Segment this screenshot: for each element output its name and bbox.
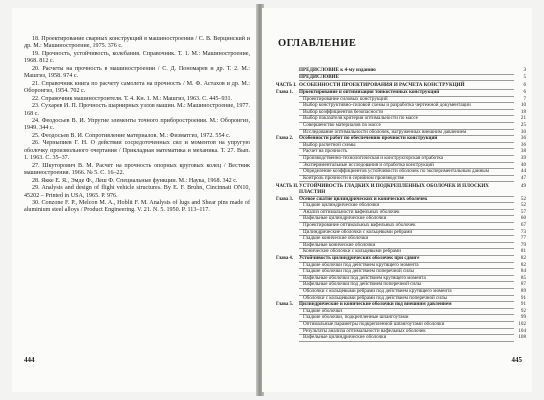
- reference-item: 25. Феодосьев В. И. Сопротивление материалов. М.: Физматгиз, 1972. 554 с.: [32, 132, 231, 139]
- toc-entry-text: Результаты анализа оптимальности вафельных оболочек: [299, 329, 514, 336]
- toc-page-number: 44: [520, 168, 526, 175]
- left-page: [12, 8, 258, 392]
- toc-row: [276, 184, 526, 196]
- right-page: [262, 8, 532, 392]
- toc-page-number: 57: [520, 208, 526, 215]
- toc-label: Глава 1.: [276, 89, 293, 95]
- reference-item: 26. Черныпиев Г. Н. О действии сосредоточенных сил и моментов на упругую оболочку произвольного очертания / Прикладная математика и механика. Т. 27. Вып. 1. 1963. С. 35–37.: [24, 140, 250, 162]
- toc-entry-text: Особенности работ по обеспечению прочности конструкций: [299, 136, 514, 143]
- toc-entry-text: Выбор коэффициентов безопасности: [299, 110, 514, 117]
- toc-entry-text: Расчет на прочность: [299, 149, 514, 156]
- toc-page-number: 21: [520, 115, 526, 122]
- toc-entry-text: Проектирование и оптимизация тонкостенных конструкций: [299, 90, 514, 97]
- toc-entry-text: Выбор расчетной схемы: [299, 143, 514, 150]
- reference-item: 20. Расчеты на прочность в машиностроении / С. Д. Пономарев и др. Т. 2. М.: Машгиз, 1958. 974 с.: [24, 65, 250, 80]
- toc-entry-text: Определение коэффициентов устойчивости оболочек по экспериментальным данным: [299, 169, 514, 176]
- toc-page-number: 60: [520, 215, 526, 222]
- toc-page-number: 10: [520, 102, 526, 109]
- toc-page-number: 7: [523, 95, 526, 102]
- toc-label: Глава 4.: [276, 256, 293, 261]
- toc-entry-text: Проектирование оптимальных вафельных оболочек: [299, 223, 514, 230]
- toc-entry-text: Цилиндрические и конические оболочки под внешним давлением: [299, 302, 514, 309]
- reference-item: 27. Шкуторович В. М. Расчет на прочность опорных круговых колец / Вестник машиностроения. 1966. № 5. С. 16–22.: [24, 162, 250, 177]
- toc-entry-text: Гладкие оболочки: [299, 309, 514, 316]
- toc-page-number: 18: [520, 108, 526, 115]
- toc-label: ЧАСТЬ II.: [276, 184, 299, 190]
- toc-entry-text: Цилиндрические оболочки с кольцевыми ребрами: [299, 230, 514, 237]
- toc-page-number: 5: [523, 73, 526, 80]
- toc-entry-text: Выбор конструктивно-силовой схемы и разработка чертежной документации: [299, 103, 514, 110]
- toc-page-number: 108: [518, 334, 526, 341]
- toc-entry-text: Оболочки с кольцевыми ребрами под действием поперечной силы: [299, 296, 514, 303]
- toc-label: Глава 2.: [276, 136, 293, 142]
- toc-entry-text: Выбор показателя критерия оптимальности по массе: [299, 116, 514, 123]
- reference-item: 23. Сухарев И. П. Прочность шарнирных узлов машин. М.: Машиностроение, 1977. 168 с.: [24, 103, 251, 117]
- toc-row: [276, 75, 526, 82]
- toc-page-number: 40: [520, 161, 526, 168]
- page-number-right: 445: [511, 356, 522, 364]
- reference-item: 28. Якке Е. Я., Эмде Ф., Леш Ф. Специальные функции. М.: Наука, 1968. 342 с.: [32, 177, 238, 184]
- toc-entry-text: ПРЕДИСЛОВИЕ: [299, 75, 514, 82]
- toc-entry-text: Оболочки с кольцевыми ребрами под действием крутящего момента: [299, 289, 514, 296]
- toc-page-number: 39: [520, 154, 526, 161]
- toc-label: ЧАСТЬ I.: [276, 83, 297, 89]
- toc-page-number: 82: [520, 261, 526, 268]
- toc-page-number: 89: [520, 287, 526, 294]
- toc-page-number: 77: [520, 235, 526, 242]
- table-of-contents: [276, 68, 526, 342]
- toc-entry-text: Экспериментальные исследования и отработка конструкций: [299, 163, 514, 170]
- toc-entry-text: Анализ оптимальности вафельных оболочек: [299, 210, 514, 217]
- toc-entry-text: Гладкие конические оболочки: [299, 236, 514, 243]
- toc-page-number: 81: [520, 248, 526, 255]
- reference-list: [24, 36, 250, 215]
- toc-page-number: 47: [520, 174, 526, 181]
- toc-entry-text: Конические оболочки с кольцевыми ребрами: [299, 249, 514, 256]
- toc-page-number: 91: [520, 294, 526, 301]
- toc-entry-text: Вафельные конические оболочки: [299, 243, 514, 250]
- toc-label: Глава 3.: [276, 196, 293, 202]
- toc-entry-text: ОСОБЕННОСТИ ПРОЕКТИРОВАНИЯ И РАСЧЕТА КОНСТРУКЦИЙ: [299, 83, 514, 90]
- toc-page-number: 82: [520, 255, 526, 261]
- toc-row: [276, 335, 526, 342]
- toc-entry-text: Гладкие цилиндрические оболочки: [299, 203, 514, 210]
- reference-item: 30. Conzone F. P., Melcon M. A., Hoblit F. M. Analysis of lugs and Shear pins made of aluminium steel alloys / Product Engineering. V. 21. N. 5. 1950. P. 113–117.: [24, 199, 250, 214]
- toc-page-number: 104: [518, 327, 526, 334]
- toc-entry-text: Гладкие оболочки под действием крутящего момента: [299, 263, 514, 270]
- toc-entry-text: Исследование оптимальности оболочек, нагруженных внешним давлением: [299, 130, 514, 137]
- toc-page-number: 67: [520, 222, 526, 229]
- toc-entry-text: Проектирование силовых конструкций: [299, 97, 514, 104]
- toc-page-number: 49: [520, 183, 526, 190]
- toc-page-number: 52: [520, 202, 526, 209]
- toc-page-number: 6: [523, 88, 526, 95]
- reference-item: 18. Проектирование сварных конструкций в машиностроении / С. В. Верцинский и др. М.: Машиностроение, 1975. 376 с.: [24, 36, 250, 50]
- toc-entry-text: Гладкие оболочки под действием поперечной силы: [299, 269, 514, 276]
- toc-entry-text: Осевое сжатие цилиндрических и конических оболочек: [299, 197, 514, 204]
- reference-item: 21. Справочник книга по расчету самолета на прочность / М. Ф. Астахов и др. М.: Оборонгиз, 1954. 702 с.: [24, 80, 250, 95]
- toc-page-number: 102: [518, 320, 526, 327]
- page-title: ОГЛАВЛЕНИЕ: [278, 38, 357, 49]
- toc-entry-text: Вафельные цилиндрические оболочки: [299, 216, 514, 223]
- toc-page-number: 36: [520, 141, 526, 148]
- toc-entry-text: УСТОЙЧИВОСТЬ ГЛАДКИХ И ПОДКРЕПЛЕННЫХ ОБОЛОЧЕК И ПЛОСКИХ ПЛАСТИН: [299, 184, 514, 196]
- toc-page-number: 79: [520, 241, 526, 248]
- toc-entry-text: Контроль прочности в серийном производстве: [299, 176, 514, 183]
- toc-label: Глава 5.: [276, 302, 293, 308]
- reference-item: 29. Analysis and design of flight vehicle structures. By E. F. Bruhn, Cincinnati ON10, 45202 – Printed in USA, 1965. P. 976.: [24, 185, 250, 199]
- toc-page-number: 52: [520, 195, 526, 202]
- toc-entry-text: Устойчивость цилиндрических оболочек при сдвиге: [299, 256, 514, 263]
- toc-entry-text: Вафельные оболочки под действием поперечной силы: [299, 282, 514, 289]
- toc-page-number: 36: [520, 135, 526, 142]
- toc-entry-text: Гладкие оболочки, подкрепленные шпангоутами: [299, 315, 514, 322]
- toc-page-number: 99: [520, 314, 526, 321]
- toc-entry-text: Вафельные оболочки под действием крутящего момента: [299, 276, 514, 283]
- toc-page-number: 91: [520, 301, 526, 308]
- toc-entry-text: Вафельные цилиндрические оболочки: [299, 335, 514, 342]
- toc-page-number: 84: [520, 268, 526, 275]
- reference-item: 24. Феодосьев В. И. Упругие элементы точного приборостроения. М.: Оборонгиз, 1949. 344 с.: [24, 117, 250, 132]
- toc-page-number: 92: [520, 307, 526, 314]
- reference-item: 22. Справочник машиностроителя. Т. 4. Кн. 1. М.: Машгиз, 1963. С. 445–931.: [32, 95, 233, 102]
- toc-page-number: 25: [520, 121, 526, 128]
- toc-page-number: 87: [520, 281, 526, 288]
- toc-entry-text: Совершенство материалов по массе: [299, 123, 514, 130]
- toc-entry-text: Оптимальные параметры подкрепленной шпангоутами оболочки: [299, 322, 514, 329]
- toc-page-number: 73: [520, 228, 526, 235]
- toc-row: [276, 176, 526, 183]
- reference-item: 19. Прочность, устойчивость, колебания. Справочник. Т. 1. М.: Машиностроение, 1968. 812 с.: [24, 50, 250, 65]
- page-number-left: 444: [24, 356, 35, 364]
- toc-page-number: 30: [520, 128, 526, 135]
- toc-page-number: 6: [523, 82, 526, 89]
- toc-entry-text: ПРЕДИСЛОВИЕ к 4-му изданию: [299, 68, 514, 75]
- toc-page-number: 3: [523, 67, 526, 73]
- toc-entry-text: Производственно-технологическая и конструкторская отработка: [299, 156, 514, 163]
- toc-page-number: 38: [520, 148, 526, 155]
- toc-page-number: 85: [520, 274, 526, 281]
